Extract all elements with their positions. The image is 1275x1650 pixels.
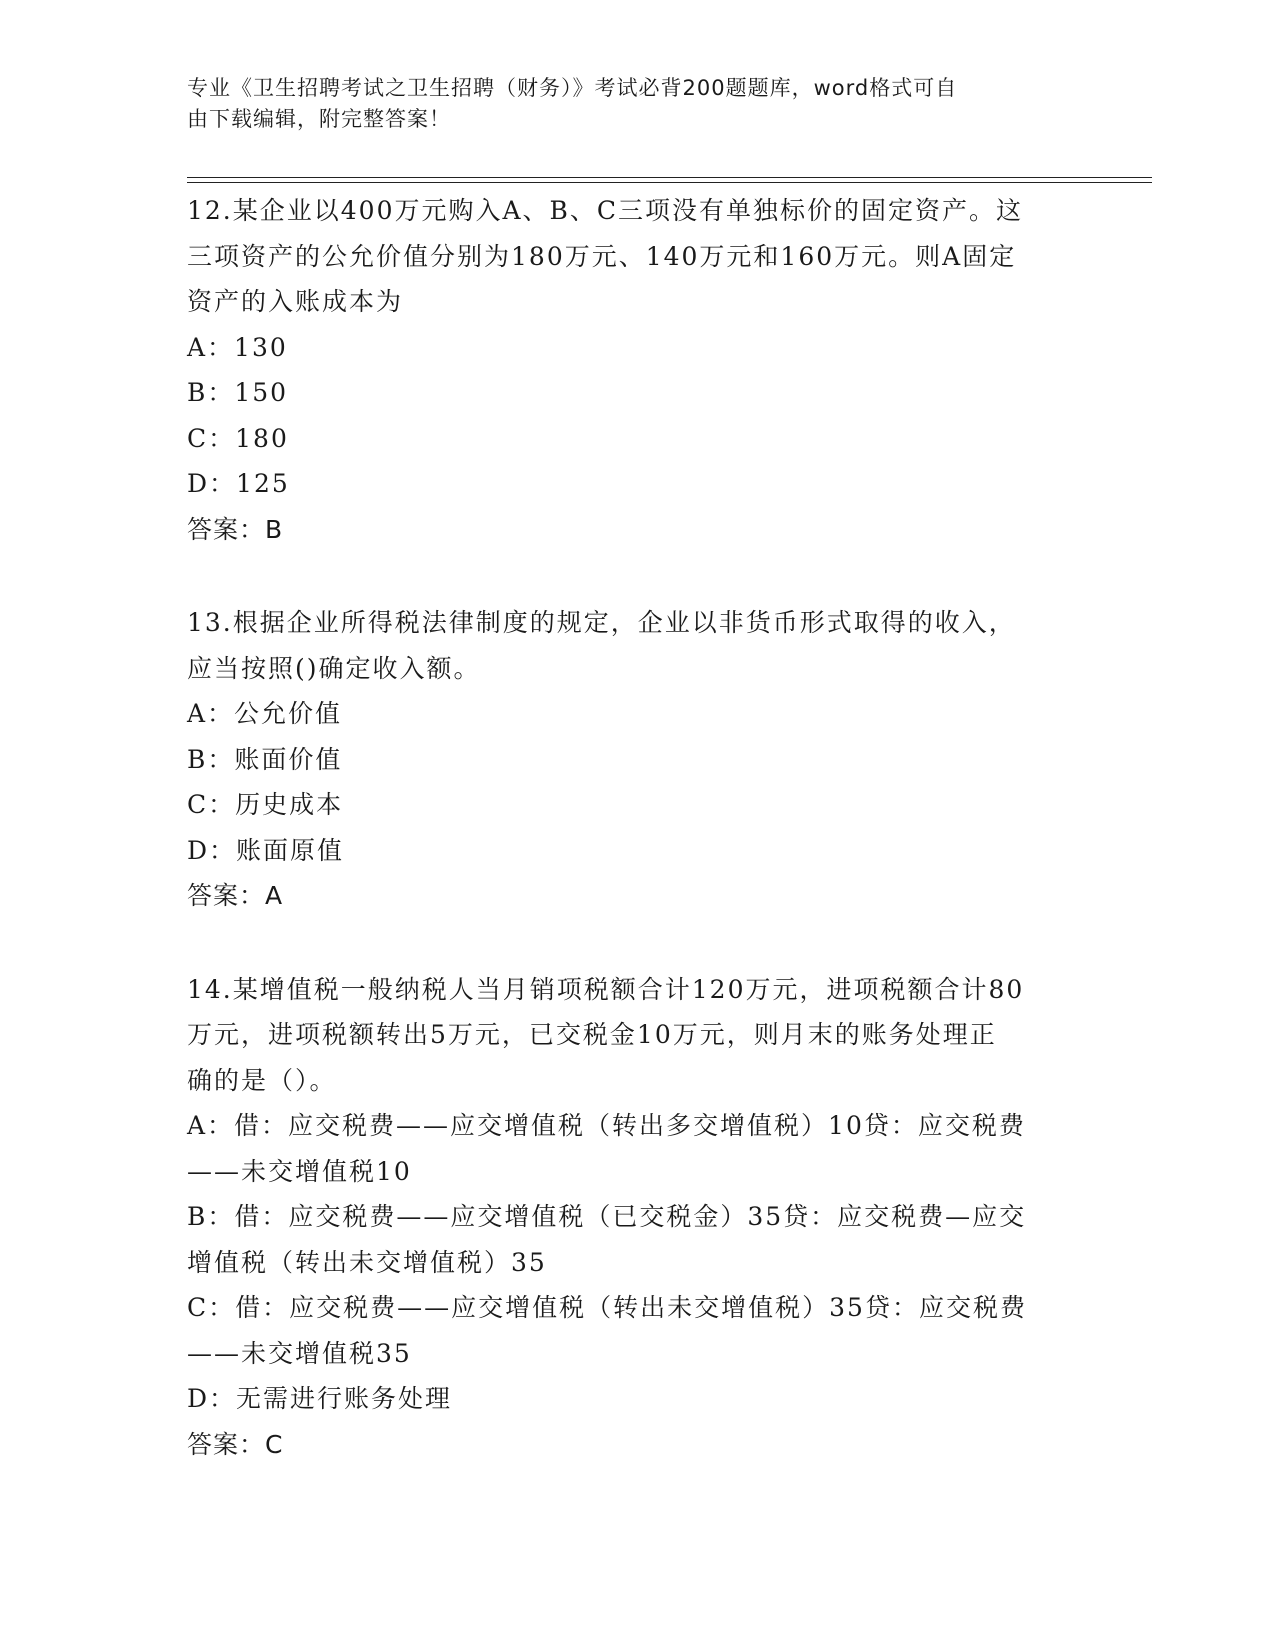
option-b: B：账面价值 — [187, 744, 343, 774]
option-c: C：180 — [187, 423, 289, 453]
question-stem-line: 12.某企业以400万元购入A、B、C三项没有单独标价的固定资产。这 — [187, 196, 1024, 225]
header-divider-top — [187, 177, 1152, 178]
question-stem-line: 14.某增值税一般纳税人当月销项税额合计120万元，进项税额合计80 — [187, 974, 1025, 1004]
option-c: C：借：应交税费——应交增值税（转出未交增值税）35贷：应交税费 — [187, 1293, 1027, 1322]
answer-line: 答案：C — [187, 1429, 284, 1459]
option-b: B：150 — [187, 378, 289, 407]
option-d: D：账面原值 — [187, 835, 345, 865]
question-13 — [187, 600, 1087, 919]
header-divider-bottom — [187, 182, 1152, 183]
option-a: A：公允价值 — [187, 699, 343, 728]
question-12 — [187, 188, 1087, 552]
question-stem-line: 资产的入账成本为 — [187, 287, 404, 316]
header-line-1: 专业《卫生招聘考试之卫生招聘（财务）》考试必背200题题库，word格式可自 — [187, 76, 958, 100]
option-b: B：借：应交税费——应交增值税（已交税金）35贷：应交税费—应交 — [187, 1202, 1027, 1231]
answer-line: 答案：A — [187, 881, 284, 910]
option-b-continued: 增值税（转出未交增值税）35 — [187, 1247, 547, 1277]
document-header — [187, 73, 1067, 135]
header-line-2: 由下载编辑，附完整答案！ — [187, 107, 451, 131]
question-stem-line: 13.根据企业所得税法律制度的规定，企业以非货币形式取得的收入， — [187, 608, 1016, 637]
answer-line: 答案：B — [187, 514, 284, 544]
question-list — [187, 188, 1087, 1515]
question-14 — [187, 967, 1087, 1468]
question-stem-line: 确的是（）。 — [187, 1065, 337, 1095]
option-c: C：历史成本 — [187, 790, 344, 819]
option-a: A：借：应交税费——应交增值税（转出多交增值税）10贷：应交税费 — [187, 1111, 1026, 1140]
option-d: D：125 — [187, 469, 290, 498]
option-a: A：130 — [187, 332, 288, 362]
question-stem-line: 三项资产的公允价值分别为180万元、140万元和160万元。则A固定 — [187, 241, 1017, 271]
question-stem-line: 万元，进项税额转出5万元，已交税金10万元，则月末的账务处理正 — [187, 1020, 997, 1049]
option-c-continued: ——未交增值税35 — [187, 1338, 412, 1368]
option-a-continued: ——未交增值税10 — [187, 1156, 412, 1186]
question-stem-line: 应当按照()确定收入额。 — [187, 653, 481, 683]
option-d: D：无需进行账务处理 — [187, 1384, 453, 1413]
